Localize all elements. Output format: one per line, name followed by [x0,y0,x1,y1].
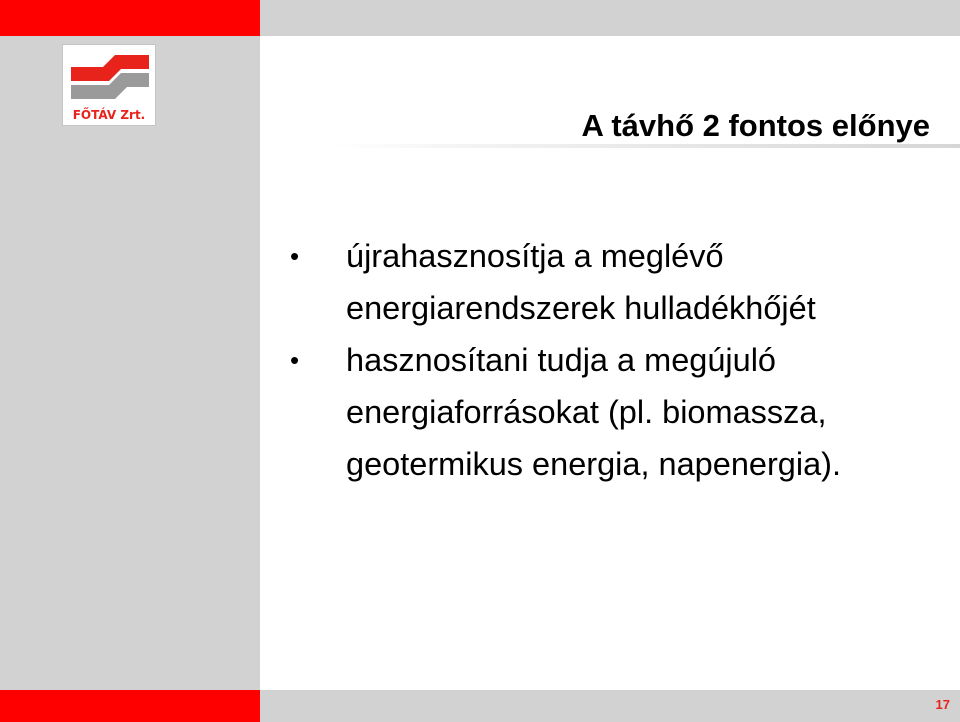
bottom-grey-bar [260,690,960,722]
page-number: 17 [935,697,950,712]
company-logo [62,44,156,126]
slide-title: A távhő 2 fontos előnye [581,108,930,143]
bullet-text: újrahasznosítja a meglévő energiarendszerek hulladékhőjét [346,238,816,326]
bullet-dot-icon: • [290,241,300,271]
top-red-bar [0,0,260,36]
title-underline [330,144,960,148]
bullet-item [286,230,926,334]
bullet-text: hasznosítani tudja a megújuló energiaforrásokat (pl. biomassza, geotermikus energia, napenergia). [346,342,842,482]
logo-text: FŐTÁV Zrt. [72,108,146,122]
bullet-item [286,334,926,490]
top-grey-bar [260,0,960,36]
bullet-dot-icon: • [290,345,300,375]
bottom-red-bar [0,690,260,722]
fotav-logo-icon [69,51,149,103]
bullet-list [286,230,926,490]
